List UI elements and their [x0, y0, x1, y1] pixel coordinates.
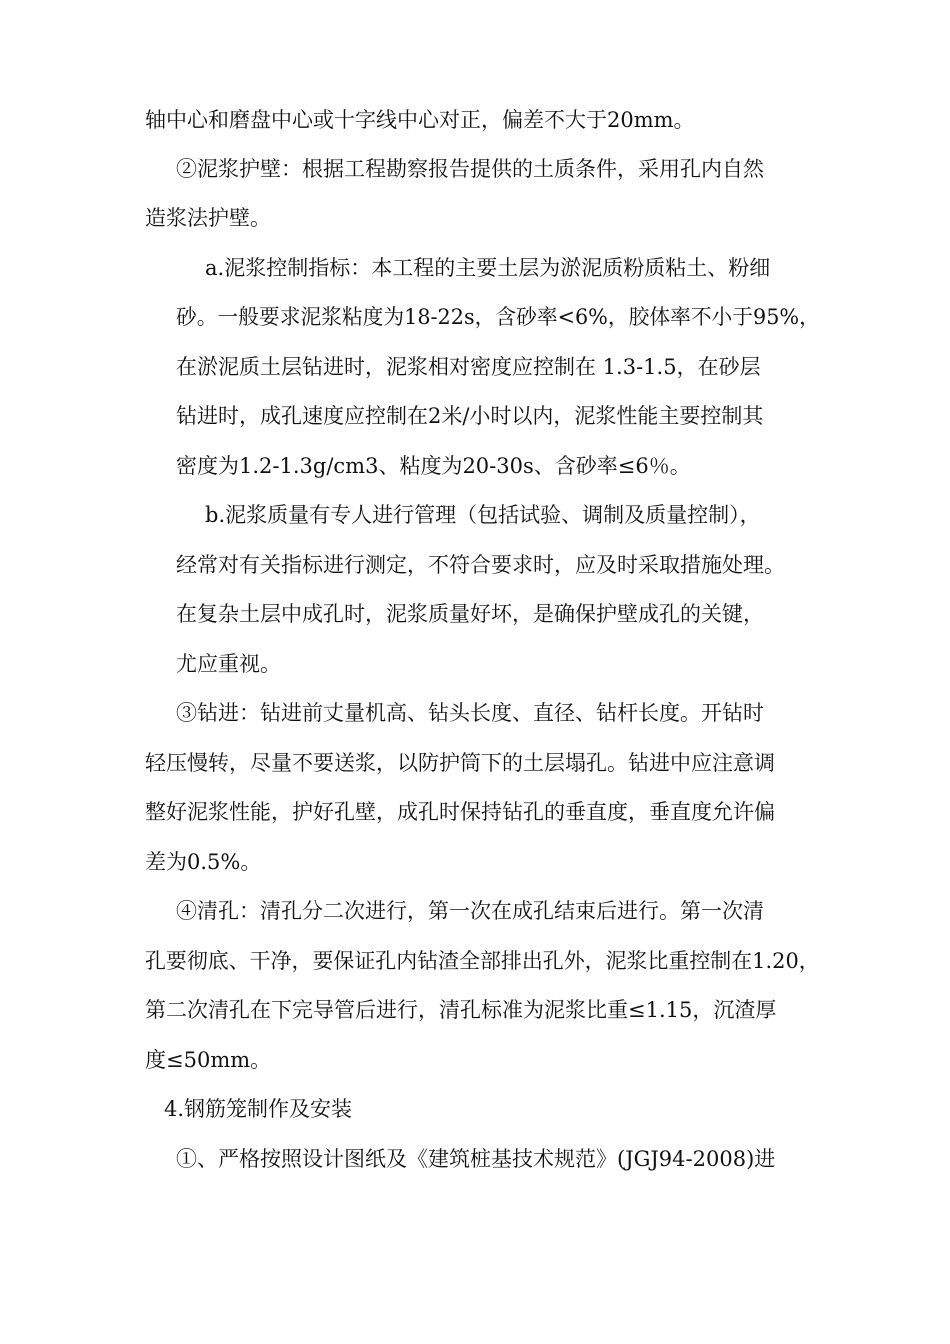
text-line-8: 密度为1.2-1.3g/cm3、粘度为20-30s、含砂率≤6％。	[176, 454, 691, 478]
text-line-22: ①、严格按照设计图纸及《建筑桩基技术规范》(JGJ94-2008)进	[176, 1147, 776, 1171]
text-line-13: ③钻进：钻进前丈量机高、钻头长度、直径、钻杆长度。开钻时	[176, 701, 764, 725]
text-line-16: 差为0.5%。	[145, 850, 262, 874]
text-line-9: b.泥浆质量有专人进行管理（包括试验、调制及质量控制），	[205, 503, 761, 527]
text-line-17: ④清孔：清孔分二次进行，第一次在成孔结束后进行。第一次清	[176, 899, 764, 923]
text-line-19: 第二次清孔在下完导管后进行，清孔标准为泥浆比重≤1.15，沉渣厚	[145, 998, 777, 1022]
text-line-4: a.泥浆控制指标：本工程的主要土层为淤泥质粉质粘土、粉细	[205, 256, 771, 280]
text-line-6: 在淤泥质土层钻进时，泥浆相对密度应控制在 1.3-1.5，在砂层	[176, 355, 761, 379]
text-line-5: 砂。一般要求泥浆粘度为18-22s，含砂率<6%，胶体率不小于95%，	[176, 305, 820, 329]
text-line-11: 在复杂土层中成孔时，泥浆质量好坏，是确保护壁成孔的关键，	[176, 602, 764, 626]
text-line-18: 孔要彻底、干净，要保证孔内钻渣全部排出孔外，泥浆比重控制在1.20，	[145, 949, 820, 973]
text-line-2: ②泥浆护壁：根据工程勘察报告提供的土质条件，采用孔内自然	[176, 157, 764, 181]
text-line-14: 轻压慢转，尽量不要送浆，以防护筒下的土层塌孔。钻进中应注意调	[145, 751, 775, 775]
text-line-10: 经常对有关指标进行测定，不符合要求时，应及时采取措施处理。	[176, 553, 785, 577]
text-line-20: 度≤50mm。	[145, 1048, 272, 1072]
section-heading: 4.钢筋笼制作及安装	[164, 1097, 353, 1121]
text-line-15: 整好泥浆性能，护好孔壁，成孔时保持钻孔的垂直度，垂直度允许偏	[145, 800, 775, 824]
text-line-7: 钻进时，成孔速度应控制在2米/小时以内，泥浆性能主要控制其	[176, 404, 764, 428]
text-line-12: 尤应重视。	[176, 652, 281, 676]
text-line-3: 造浆法护壁。	[145, 206, 271, 230]
text-line-1: 轴中心和磨盘中心或十字线中心对正，偏差不大于20mm。	[145, 108, 695, 132]
